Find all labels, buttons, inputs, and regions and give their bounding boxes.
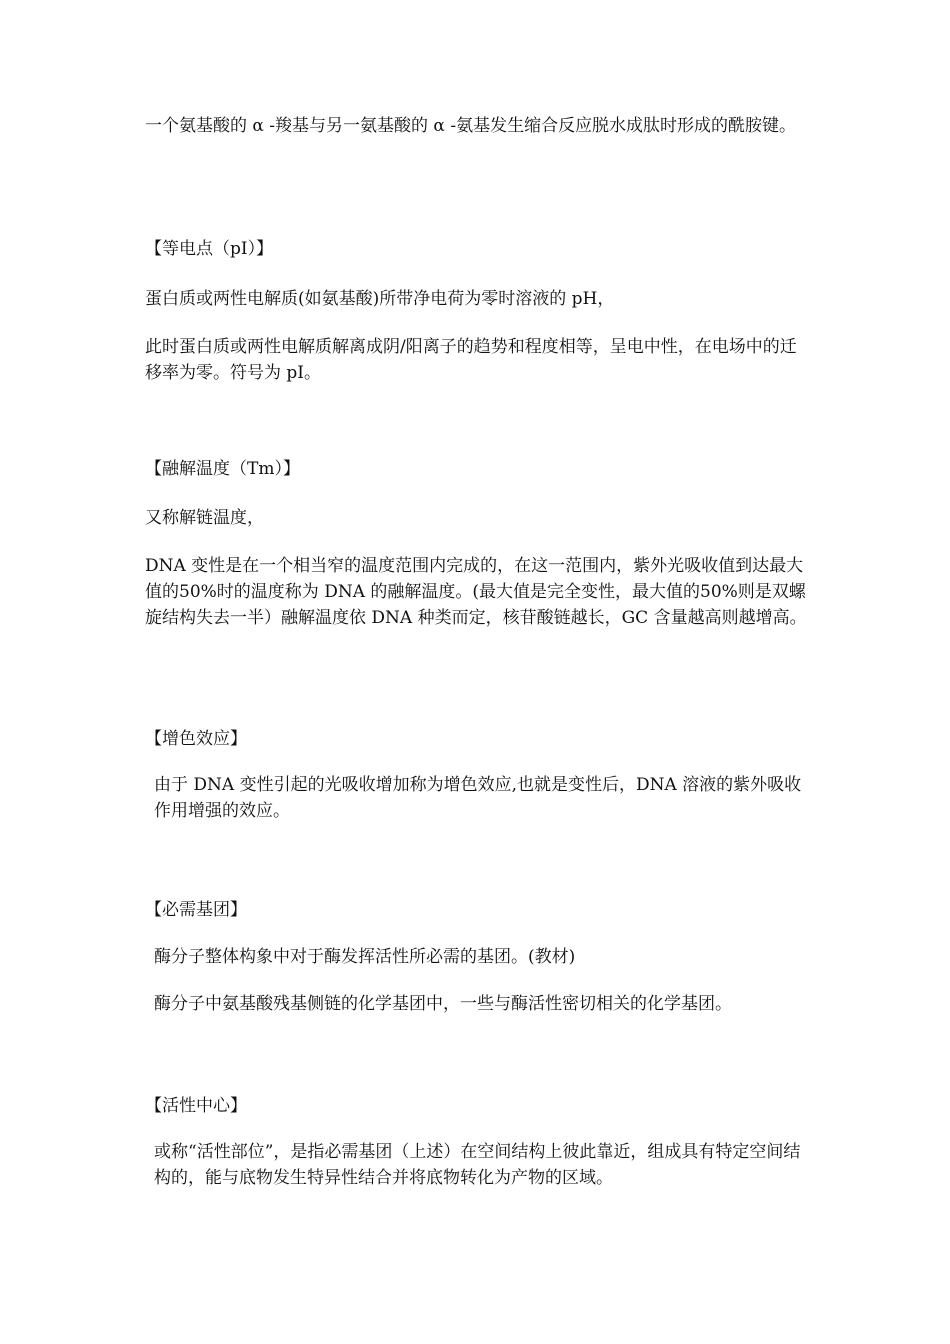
isoelectric-point-paragraph-1: 蛋白质或两性电解质(如氨基酸)所带净电荷为零时溶液的 pH， xyxy=(145,289,615,309)
term-essential-group: 【必需基团】 xyxy=(145,900,247,920)
term-melting-temperature: 【融解温度（Tm）】 xyxy=(145,459,300,479)
term-active-center: 【活性中心】 xyxy=(145,1096,247,1116)
isoelectric-point-paragraph-2: 此时蛋白质或两性电解质解离成阴/阳离子的趋势和程度相等，呈电中性，在电场中的迁移率为零。符号为 pI。 xyxy=(145,337,797,383)
active-center-paragraph: 或称“活性部位”，是指必需基团（上述）在空间结构上彼此靠近，组成具有特定空间结构的，能与底物发生特异性结合并将底物转化为产物的区域。 xyxy=(154,1142,801,1188)
peptide-bond-definition: 一个氨基酸的 α -羧基与另一氨基酸的 α -氨基发生缩合反应脱水成肽时形成的酰胺键。 xyxy=(145,116,797,136)
term-hyperchromic-effect: 【增色效应】 xyxy=(145,729,247,749)
essential-group-paragraph-2: 酶分子中氨基酸残基侧链的化学基团中，一些与酶活性密切相关的化学基团。 xyxy=(154,994,732,1014)
melting-temperature-paragraph-2: DNA 变性是在一个相当窄的温度范围内完成的，在这一范围内，紫外光吸收值到达最大值的50%时的温度称为 DNA 的融解温度。(最大值是完全变性，最大值的50%则是双螺旋结构失去一半）融解温度依 DNA 种类而定，核苷酸链越长，GC 含量越高则越增高。 xyxy=(145,556,807,628)
melting-temperature-paragraph-1: 又称解链温度， xyxy=(145,508,264,528)
term-isoelectric-point: 【等电点（pI）】 xyxy=(145,239,274,259)
essential-group-paragraph-1: 酶分子整体构象中对于酶发挥活性所必需的基团。(教材) xyxy=(154,947,576,967)
hyperchromic-effect-paragraph: 由于 DNA 变性引起的光吸收增加称为增色效应,也就是变性后，DNA 溶液的紫外吸收作用增强的效应。 xyxy=(154,775,802,821)
